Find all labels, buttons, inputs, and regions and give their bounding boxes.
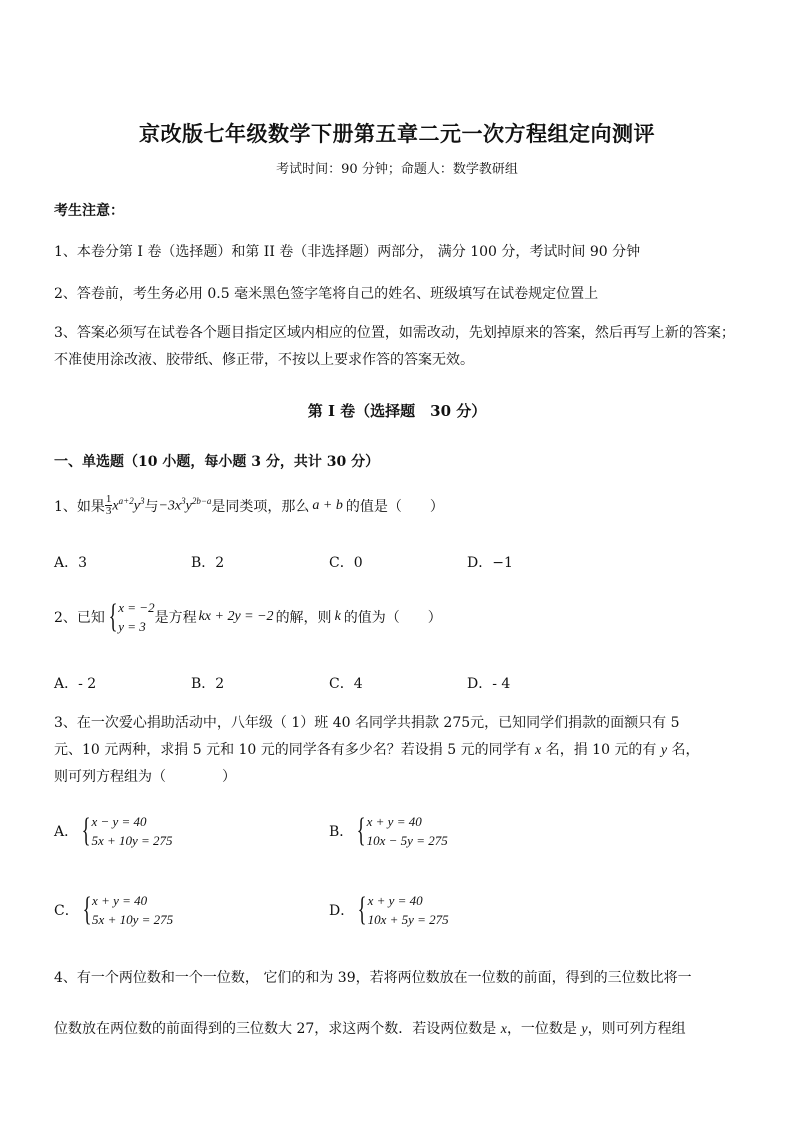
q3-line-2 bbox=[54, 739, 700, 759]
q1-term1-x: x bbox=[112, 498, 119, 514]
q3-option-a[interactable] bbox=[54, 812, 173, 850]
q1-term1-y: y bbox=[133, 498, 140, 514]
q2-equation: kx + 2y = −2 bbox=[198, 609, 274, 624]
question-2 bbox=[54, 598, 442, 636]
exam-subtitle: 考试时间：90 分钟；命题人：数学教研组 bbox=[276, 162, 518, 177]
q2-option-d[interactable]: D．- 4 bbox=[467, 676, 511, 692]
q2-prefix: 2、已知 bbox=[54, 610, 105, 626]
q2-middle: 是方程 bbox=[154, 610, 197, 626]
q3-line-2a: 元、10 元两种，求捐 5 元和 10 元的同学各有多少名？若设捐 5 元的同学有 bbox=[54, 742, 536, 758]
q3-option-d-line2: 10x + 5y = 275 bbox=[367, 912, 449, 927]
page-title: 京改版七年级数学下册第五章二元一次方程组定向测评 bbox=[139, 121, 655, 146]
question-1 bbox=[54, 494, 444, 517]
q3-option-c-line1: x + y = 40 bbox=[92, 893, 148, 908]
q3-d-brace-icon: { bbox=[357, 891, 367, 928]
q3-option-c-line2: 5x + 10y = 275 bbox=[92, 912, 174, 927]
q3-option-d-line1: x + y = 40 bbox=[367, 893, 423, 908]
q4-line-2c: ，则可列方程组 bbox=[587, 1021, 686, 1037]
q2-system-line2: y = 3 bbox=[118, 619, 146, 634]
q3-var-x: x bbox=[535, 743, 542, 758]
notice-item-2: 2、答卷前，考生务必用 0.5 毫米黑色签字笔将自己的姓名、班级填写在试卷规定位置上 bbox=[54, 286, 599, 302]
q4-var-y: y bbox=[581, 1022, 588, 1037]
q1-option-a[interactable]: A．3 bbox=[54, 555, 88, 571]
q3-option-c[interactable] bbox=[54, 891, 173, 929]
q3-option-b-label: B． bbox=[329, 824, 354, 840]
q2-suffix-a: 的解，则 bbox=[275, 610, 332, 626]
q2-option-b[interactable]: B．2 bbox=[191, 676, 225, 692]
q3-option-a-line2: 5x + 10y = 275 bbox=[91, 833, 173, 848]
q3-line-3: 则可列方程组为（ ） bbox=[54, 769, 236, 785]
q1-term1 bbox=[112, 496, 144, 515]
q1-term2 bbox=[158, 496, 211, 515]
q1-middle: 与 bbox=[144, 498, 159, 515]
q2-suffix-b: 的值为（ ） bbox=[343, 610, 442, 626]
q3-c-brace-icon: { bbox=[82, 891, 92, 928]
q1-term2-y: y bbox=[185, 498, 192, 514]
q1-frac-den: 3 bbox=[105, 505, 112, 517]
q3-a-brace-icon: { bbox=[81, 812, 91, 849]
q2-option-a[interactable]: A．- 2 bbox=[54, 676, 97, 692]
q1-term2-xexp: 3 bbox=[181, 496, 186, 507]
q3-line-2c: 名， bbox=[667, 742, 700, 758]
q4-var-x: x bbox=[500, 1022, 507, 1037]
q1-option-b[interactable]: B．2 bbox=[191, 555, 225, 571]
q3-option-a-line1: x − y = 40 bbox=[91, 814, 147, 829]
q1-option-c[interactable]: C．0 bbox=[329, 555, 363, 571]
q2-var: k bbox=[334, 609, 341, 624]
part-heading: 一、单选题（10 小题，每小题 3 分，共计 30 分） bbox=[54, 454, 380, 470]
q3-b-brace-icon: { bbox=[356, 812, 366, 849]
q1-option-d[interactable]: D．−1 bbox=[467, 555, 513, 571]
q1-term2-yexp: 2b−a bbox=[191, 496, 212, 507]
q3-option-b-line1: x + y = 40 bbox=[366, 814, 422, 829]
q1-suffix-b: 的值是（ ） bbox=[345, 498, 444, 515]
q1-suffix-a: 是同类项，那么 bbox=[211, 498, 310, 515]
q3-option-d[interactable] bbox=[329, 891, 449, 929]
q1-term2-coef: −3x bbox=[158, 498, 182, 514]
q3-option-c-label: C． bbox=[54, 903, 79, 919]
section-title: 第 I 卷（选择题 30 分） bbox=[307, 402, 487, 420]
q3-line-2b: 名，捐 10 元的有 bbox=[541, 742, 661, 758]
q2-system-line1: x = −2 bbox=[118, 600, 155, 615]
q1-frac-num: 1 bbox=[105, 493, 112, 505]
notice-heading: 考生注意： bbox=[54, 203, 124, 219]
q1-term1-xexp: a+2 bbox=[118, 496, 134, 507]
q3-option-b[interactable] bbox=[329, 812, 448, 850]
q2-system bbox=[105, 598, 155, 636]
q2-option-c[interactable]: C．4 bbox=[329, 676, 363, 692]
q2-brace-icon: { bbox=[108, 598, 118, 635]
q1-expr: a + b bbox=[312, 497, 343, 513]
q4-line-2a: 位数放在两位数的前面得到的三位数大 27，求这两个数．若设两位数是 bbox=[54, 1021, 501, 1037]
q4-line-1: 4、有一个两位数和一个一位数， 它们的和为 39，若将两位数放在一位数的前面，得到的三位数比将一 bbox=[54, 970, 692, 986]
q3-option-a-label: A． bbox=[54, 824, 79, 840]
q3-option-b-line2: 10x − 5y = 275 bbox=[366, 833, 448, 848]
q1-term1-yexp: 3 bbox=[139, 496, 145, 507]
notice-item-3: 3、答案必须写在试卷各个题目指定区域内相应的位置，如需改动，先划掉原来的答案，然后再写上新的答案；不准使用涂改液、胶带纸、修正带，不按以上要求作答的答案无效。 bbox=[54, 325, 735, 368]
q1-prefix: 1、如果 bbox=[54, 498, 105, 515]
notice-item-1: 1、本卷分第 I 卷（选择题）和第 II 卷（非选择题）两部分， 满分 100 分，考试时间 90 分钟 bbox=[54, 244, 641, 260]
q3-line-1: 3、在一次爱心捐助活动中，八年级（ 1）班 40 名同学共捐款 275元，已知同学们捐款的面额只有 5 bbox=[54, 715, 680, 731]
q3-option-d-label: D． bbox=[329, 903, 355, 919]
q3-var-y: y bbox=[660, 743, 668, 758]
q4-line-2b: ，一位数是 bbox=[506, 1021, 582, 1037]
q4-line-2 bbox=[54, 1018, 686, 1038]
